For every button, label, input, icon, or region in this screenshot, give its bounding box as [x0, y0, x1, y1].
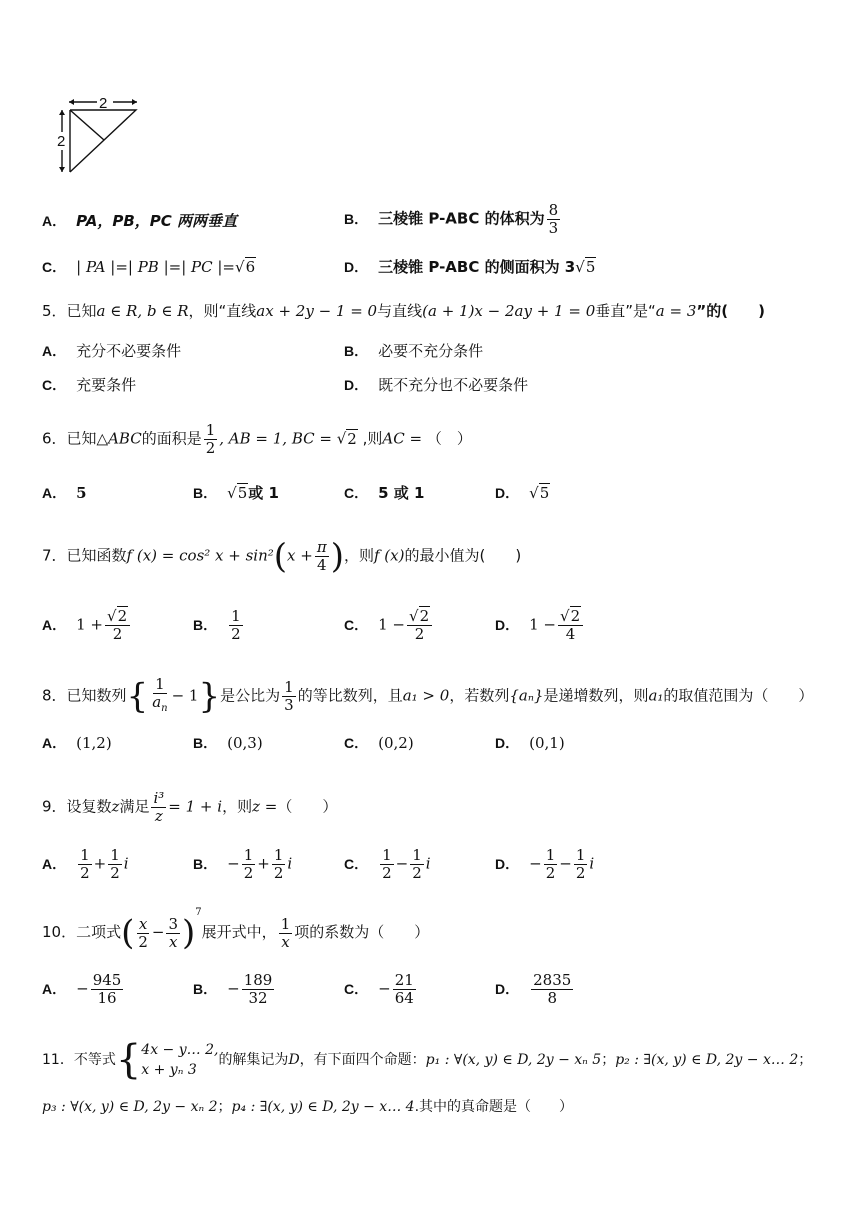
q10-option-a: A． − $\frac{945}{16}$	[42, 971, 122, 1007]
q5-option-b: B． 必要不充分条件	[344, 342, 484, 360]
q6-option-d: D． √5	[495, 484, 550, 502]
q5-option-a: A． 充分不必要条件	[42, 342, 182, 360]
q7-option-c: C． 1 − $\frac{√2}{2}$	[344, 608, 434, 643]
question-6-stem: 6．已知△ABC的面积是 $\frac{1}{2}$ , AB = 1, BC = √2 ,则AC = （ ）	[42, 421, 472, 457]
question-5-stem: 5．已知a ∈ R, b ∈ R，则“直线ax + 2y − 1 = 0与直线(a + 1)x − 2ay + 1 = 0垂直”是“a = 3”的( )	[42, 302, 765, 320]
q6-option-c: C． 5 或 1	[344, 484, 425, 502]
top-dimension-label: 2	[99, 95, 108, 112]
q9-option-c: C． $\frac{1}{2}$ − $\frac{1}{2}$ i	[344, 846, 431, 882]
q7-option-a: A． 1 + $\frac{√2}{2}$	[42, 608, 132, 643]
question-9-stem: 9．设复数z满足 $\frac{\text{i³}}{z}$ = 1 + i，则z =（ ）	[42, 789, 338, 825]
q4-option-d: D． 三棱锥 P-ABC 的侧面积为 3√5	[344, 258, 596, 276]
q4-option-a: A． PA，PB，PC 两两垂直	[42, 212, 238, 230]
question-11-stem: 11．不等式{ 4x − y… 2, x + yₙ 3 的解集记为D，有下面四个命题：p₁ : ∀(x, y) ∈ D, 2y − xₙ 5；p₂ : ∃(x, y) ∈ D, 2y − x… 2；	[42, 1037, 813, 1083]
question-11-propositions: p₃ : ∀(x, y) ∈ D, 2y − xₙ 2；p₄ : ∃(x, y) ∈ D, 2y − x… 4.其中的真命题是（ ）	[42, 1099, 574, 1115]
q8-option-c: C． (0,2)	[344, 734, 414, 752]
q10-option-d: D． $\frac{2835}{8}$	[495, 971, 572, 1007]
q5-option-c: C． 充要条件	[42, 376, 137, 394]
q8-option-a: A． (1,2)	[42, 734, 112, 752]
q8-option-d: D． (0,1)	[495, 734, 565, 752]
q8-option-b: B． (0,3)	[193, 734, 263, 752]
q7-option-d: D． 1 − $\frac{√2}{4}$	[495, 608, 585, 643]
q5-option-d: D． 既不充分也不必要条件	[344, 376, 529, 394]
side-dimension-label: 2	[57, 133, 66, 150]
q4-option-c: C． | PA |=| PB |=| PC |=√6	[42, 258, 256, 276]
q10-option-c: C． − $\frac{21}{64}$	[344, 971, 414, 1007]
q9-option-d: D． − $\frac{1}{2}$ − $\frac{1}{2}$ i	[495, 846, 595, 882]
question-8-stem: 8．已知数列{ $\frac{1}{a_n}$ − 1}是公比为 $\frac{1}{3}$ 的等比数列，且a₁ > 0，若数列{aₙ}是递增数列，则a₁的取值范围为（ ）	[42, 675, 814, 717]
q6-option-b: B． √5或 1	[193, 484, 279, 502]
q6-option-a: A． 5	[42, 484, 87, 502]
question-10-stem: 10．二项式( $\frac{x}{2}$ − $\frac{3}{x}$ )$^7$展开式中， $\frac{1}{x}$ 项的系数为（ ）	[42, 907, 430, 953]
three-view-figure	[52, 92, 144, 176]
q10-option-b: B． − $\frac{189}{32}$	[193, 971, 273, 1007]
q7-option-b: B． $\frac{1}{2}$	[193, 607, 241, 643]
q9-option-b: B． − $\frac{1}{2}$ + $\frac{1}{2}$ i	[193, 846, 293, 882]
question-7-stem: 7．已知函数f (x) = cos² x + sin²(x + $\frac{\pi}{4}$ )，则f (x)的最小值为( )	[42, 536, 522, 577]
q4-option-b: B． 三棱锥 P-ABC 的体积为 $\frac{8}{3}$	[344, 201, 559, 237]
q9-option-a: A． $\frac{1}{2}$ + $\frac{1}{2}$ i	[42, 846, 129, 882]
